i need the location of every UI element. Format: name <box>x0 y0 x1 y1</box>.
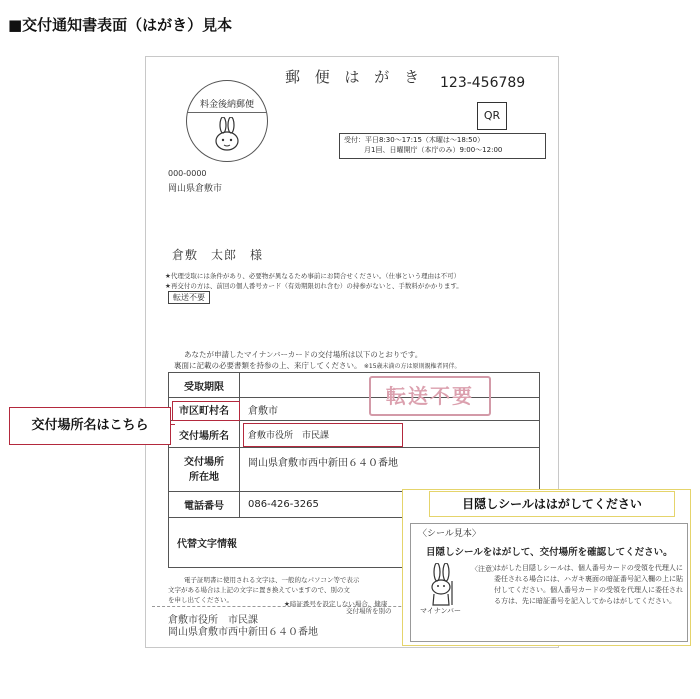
postage-stamp <box>186 80 268 162</box>
reception-hours <box>339 133 546 159</box>
row-label: 市区町村名 <box>169 398 240 421</box>
row-value: 倉敷市役所 市民課 <box>240 421 540 448</box>
no-forward-tag: 転送不要 <box>168 291 210 304</box>
seal-note-tag: 〈注意〉 <box>471 565 499 573</box>
footnote-side: 交付場所を別の <box>346 607 392 615</box>
intro-line: あなたが申請したマイナンバーカードの交付場所は以下のとおりです。 <box>184 350 423 359</box>
sender-address: 岡山県倉敷市 <box>168 184 223 194</box>
row-label: 受取期限 <box>169 373 240 398</box>
footer-office: 倉敷市役所 市民課 <box>168 615 258 626</box>
proxy-note: ★代理受取には条件があり、必要物が異なるため事前にお問合せください。（仕事という理由は不可） <box>165 272 461 280</box>
qr-code: QR <box>477 102 507 130</box>
postcard-title: 郵 便 は が き <box>285 68 425 86</box>
seal-sample-label: 〈シール見本〉 <box>418 529 481 539</box>
mascot-icon <box>424 563 460 607</box>
row-label: 代替文字情報 <box>169 518 540 568</box>
callout-label: 交付場所名はこちら <box>9 407 171 445</box>
page-heading: ■交付通知書表面（はがき）見本 <box>8 16 233 34</box>
row-label: 電話番号 <box>169 492 240 518</box>
postal-code: 123-456789 <box>440 75 526 91</box>
seal-heading: 目隠しシールははがしてください <box>429 491 675 517</box>
municipality-label-highlight <box>172 401 240 421</box>
hours-line: 受付：平日8:30～17:15（木曜は～18:50） <box>344 136 485 144</box>
footnote-line: 文字がある場合は上記の文字に置き換えていますので、別の文 <box>168 586 350 594</box>
delivery-place-highlight <box>243 423 403 447</box>
table-row <box>169 448 540 492</box>
row-value: 岡山県倉敷市西中新田６４０番地 <box>240 448 540 492</box>
row-label: 交付場所名 <box>169 421 240 448</box>
hours-line: 月1回、日曜開庁（本庁のみ）9:00～12:00 <box>364 146 503 154</box>
no-forward-stamp: 転送不要 <box>369 376 491 416</box>
mascot-name: マイナンバー <box>420 607 462 615</box>
footnote-line: ★暗証番号を設定しない場合、健康 <box>284 600 388 608</box>
sender-postal-code: 000-0000 <box>168 169 207 178</box>
reissue-note: ★再交付の方は、前回の個人番号カード（有効期限切れ含む）の持参がないと、手数料がかかります。 <box>165 282 463 290</box>
footnote-line: 電子証明書に使用される文字は、一般的なパソコン等で表示 <box>184 576 360 584</box>
rabbit-mascot-icon <box>213 117 241 153</box>
seal-instructions: はがした目隠しシールは、個人番号カードの受領を代理人に委任される場合には、ハガキ裏面の暗証番号記入欄の上に貼付してください。個人番号カードの受領を代理人に委任される方は、先に暗証番号を記入してからはがしてください。 <box>494 564 683 605</box>
age-note: ※15歳未満の方は原則親権者同伴。 <box>363 363 461 370</box>
row-value: 倉敷市 <box>240 398 540 421</box>
recipient-name: 倉敷 太郎 様 <box>172 248 264 262</box>
row-label: 交付場所 所在地 <box>169 448 240 492</box>
stamp-label: 料金後納郵便 <box>199 100 254 110</box>
footer-address: 岡山県倉敷市西中新田６４０番地 <box>168 627 318 638</box>
seal-message: 目隠しシールをはがして、交付場所を確認してください。 <box>426 547 673 558</box>
intro-line: 裏面に記載の必要書類を持参の上、来庁してください。 ※15歳未満の方は原則親権者同伴。 <box>174 361 461 370</box>
footnote-line: を申し出てください。 <box>168 596 233 604</box>
stamp-divider <box>187 112 267 113</box>
row-value: 086-426-3265 <box>240 492 540 518</box>
